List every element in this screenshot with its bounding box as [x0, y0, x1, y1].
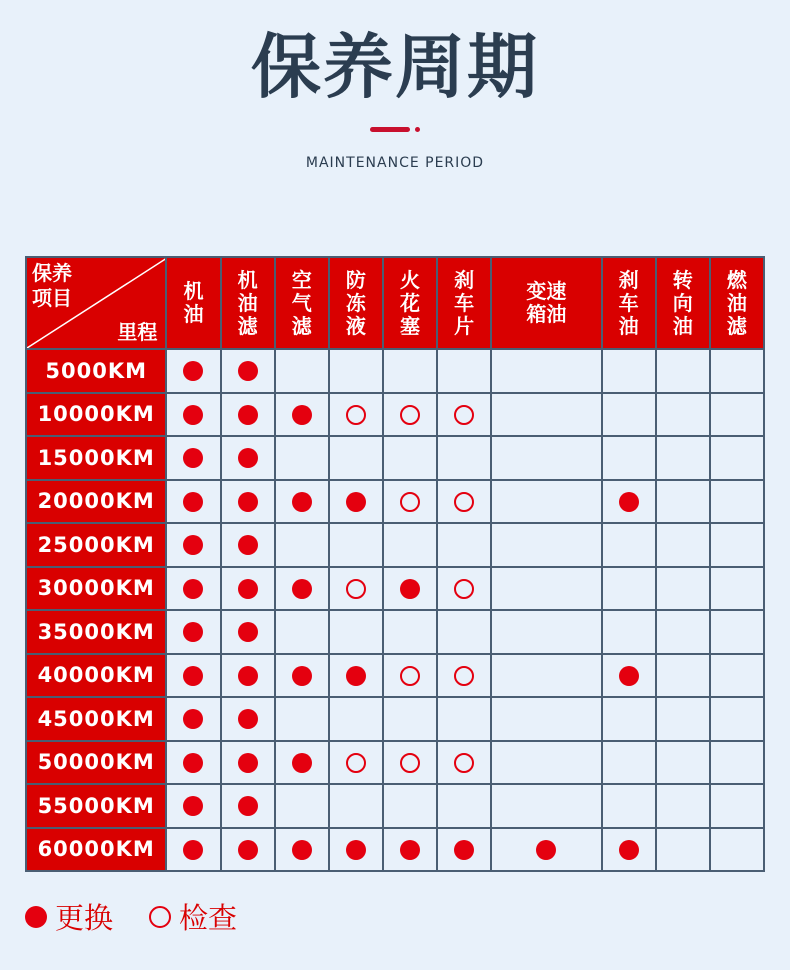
replace-circle-icon — [183, 709, 203, 729]
check-circle-icon — [346, 405, 366, 425]
table-row — [26, 828, 764, 872]
table-cell — [437, 741, 491, 785]
table-cell — [656, 349, 710, 393]
replace-circle-icon — [346, 492, 366, 512]
table-cell — [275, 523, 329, 567]
column-header — [383, 257, 437, 349]
table-cell — [656, 480, 710, 524]
table-cell — [275, 741, 329, 785]
check-circle-icon — [400, 492, 420, 512]
column-header — [329, 257, 383, 349]
table-cell — [329, 567, 383, 611]
mileage-cell: 60000KM — [26, 828, 166, 872]
column-header — [275, 257, 329, 349]
column-header-label: 空气滤 — [291, 267, 312, 338]
replace-circle-icon — [619, 840, 639, 860]
check-circle-icon — [454, 753, 474, 773]
table-cell — [166, 697, 220, 741]
table-body — [26, 349, 764, 871]
table-cell — [221, 393, 275, 437]
replace-circle-icon — [183, 361, 203, 381]
replace-circle-icon — [238, 622, 258, 642]
corner-cell — [26, 257, 166, 349]
replace-circle-icon — [292, 840, 312, 860]
table-cell — [383, 349, 437, 393]
table-cell — [656, 828, 710, 872]
table-cell — [491, 480, 601, 524]
replace-circle-icon — [183, 753, 203, 773]
mileage-cell: 55000KM — [26, 784, 166, 828]
mileage-cell: 15000KM — [26, 436, 166, 480]
table-cell — [166, 784, 220, 828]
table-cell — [166, 480, 220, 524]
column-header — [710, 257, 764, 349]
table-cell — [491, 784, 601, 828]
column-header-label: 刹车片 — [454, 267, 475, 338]
check-circle-icon — [454, 579, 474, 599]
table-cell — [602, 349, 656, 393]
replace-circle-icon — [292, 666, 312, 686]
column-header-label: 转向油 — [672, 267, 693, 338]
check-circle-icon — [454, 666, 474, 686]
corner-label-items: 保养项目 — [32, 261, 72, 310]
table-cell — [602, 741, 656, 785]
legend-check — [149, 896, 237, 937]
table-cell — [329, 480, 383, 524]
replace-circle-icon — [536, 840, 556, 860]
mileage-cell: 25000KM — [26, 523, 166, 567]
replace-circle-icon — [238, 361, 258, 381]
replace-circle-icon — [238, 796, 258, 816]
replace-circle-icon — [238, 840, 258, 860]
title-accent — [370, 127, 420, 132]
column-header — [221, 257, 275, 349]
mileage-cell: 20000KM — [26, 480, 166, 524]
table-cell — [275, 436, 329, 480]
replace-circle-icon — [183, 448, 203, 468]
table-row — [26, 567, 764, 611]
legend-check-label: 检查 — [179, 901, 238, 935]
check-circle-icon — [346, 753, 366, 773]
table-cell — [491, 828, 601, 872]
table-cell — [275, 610, 329, 654]
replace-circle-icon — [183, 405, 203, 425]
table-cell — [656, 567, 710, 611]
table-cell — [383, 436, 437, 480]
table-row — [26, 610, 764, 654]
table-cell — [166, 349, 220, 393]
replace-circle-icon — [238, 666, 258, 686]
table-cell — [275, 349, 329, 393]
replace-circle-icon — [292, 405, 312, 425]
table-cell — [275, 393, 329, 437]
check-circle-icon — [346, 579, 366, 599]
replace-circle-icon — [238, 448, 258, 468]
table-cell — [437, 436, 491, 480]
check-circle-icon — [454, 405, 474, 425]
column-header — [491, 257, 601, 349]
table-cell — [383, 697, 437, 741]
table-row — [26, 654, 764, 698]
table-cell — [602, 828, 656, 872]
replace-circle-icon — [183, 535, 203, 555]
table-row — [26, 436, 764, 480]
table-cell — [710, 567, 764, 611]
table-cell — [329, 436, 383, 480]
table-row — [26, 480, 764, 524]
check-circle-icon — [454, 492, 474, 512]
table-cell — [710, 523, 764, 567]
table-cell — [329, 393, 383, 437]
table-cell — [656, 697, 710, 741]
table-cell — [221, 610, 275, 654]
column-header — [166, 257, 220, 349]
mileage-cell: 50000KM — [26, 741, 166, 785]
check-circle-icon — [400, 405, 420, 425]
table-cell — [166, 654, 220, 698]
table-cell — [221, 436, 275, 480]
table-cell — [491, 567, 601, 611]
table-cell — [491, 610, 601, 654]
table-cell — [166, 828, 220, 872]
replace-circle-icon — [238, 535, 258, 555]
table-cell — [329, 349, 383, 393]
table-cell — [437, 393, 491, 437]
table-cell — [383, 828, 437, 872]
table-cell — [221, 784, 275, 828]
table-cell — [329, 523, 383, 567]
table-cell — [383, 610, 437, 654]
table-cell — [656, 741, 710, 785]
table-row — [26, 784, 764, 828]
table-cell — [383, 393, 437, 437]
table-cell — [329, 741, 383, 785]
table-cell — [166, 436, 220, 480]
replace-circle-icon — [400, 840, 420, 860]
table-cell — [710, 697, 764, 741]
table-cell — [602, 610, 656, 654]
table-cell — [437, 480, 491, 524]
hollow-circle-icon — [149, 906, 171, 928]
table-cell — [710, 741, 764, 785]
table-row — [26, 741, 764, 785]
table-cell — [656, 784, 710, 828]
table-cell — [602, 567, 656, 611]
table-cell — [710, 610, 764, 654]
mileage-cell: 35000KM — [26, 610, 166, 654]
legend — [25, 896, 273, 937]
replace-circle-icon — [292, 753, 312, 773]
table-cell — [491, 697, 601, 741]
table-cell — [710, 480, 764, 524]
table-cell — [221, 349, 275, 393]
table-cell — [383, 741, 437, 785]
table-cell — [275, 567, 329, 611]
table-cell — [602, 436, 656, 480]
replace-circle-icon — [238, 579, 258, 599]
legend-replace — [25, 896, 113, 937]
mileage-cell: 40000KM — [26, 654, 166, 698]
table-cell — [166, 393, 220, 437]
replace-circle-icon — [292, 492, 312, 512]
table-cell — [329, 654, 383, 698]
table-cell — [166, 523, 220, 567]
corner-label-mileage: 里程 — [117, 320, 158, 344]
table-cell — [602, 393, 656, 437]
table-cell — [602, 523, 656, 567]
table-cell — [329, 784, 383, 828]
table-cell — [275, 480, 329, 524]
maintenance-table — [25, 256, 765, 872]
table-cell — [383, 654, 437, 698]
table-cell — [491, 741, 601, 785]
table-row — [26, 349, 764, 393]
table-cell — [275, 828, 329, 872]
table-cell — [437, 567, 491, 611]
check-circle-icon — [400, 753, 420, 773]
table-cell — [437, 654, 491, 698]
table-cell — [491, 523, 601, 567]
page-subtitle: MAINTENANCE PERIOD — [305, 155, 485, 171]
table-row — [26, 697, 764, 741]
table-cell — [491, 654, 601, 698]
replace-circle-icon — [292, 579, 312, 599]
table-cell — [221, 480, 275, 524]
replace-circle-icon — [183, 579, 203, 599]
table-header-row — [26, 257, 764, 349]
table-cell — [166, 741, 220, 785]
column-header — [602, 257, 656, 349]
table-row — [26, 393, 764, 437]
table-cell — [221, 828, 275, 872]
table-cell — [656, 654, 710, 698]
replace-circle-icon — [346, 840, 366, 860]
table-cell — [602, 480, 656, 524]
table-cell — [710, 436, 764, 480]
table-cell — [275, 784, 329, 828]
table-cell — [602, 784, 656, 828]
column-header-label: 机油 — [183, 279, 204, 326]
replace-circle-icon — [619, 492, 639, 512]
table-cell — [437, 828, 491, 872]
table-cell — [221, 523, 275, 567]
table-cell — [710, 393, 764, 437]
table-cell — [437, 349, 491, 393]
table-cell — [602, 654, 656, 698]
check-circle-icon — [400, 666, 420, 686]
filled-circle-icon — [25, 906, 47, 928]
table-cell — [221, 741, 275, 785]
table-cell — [221, 567, 275, 611]
accent-dot — [415, 127, 420, 132]
mileage-cell: 45000KM — [26, 697, 166, 741]
table-cell — [437, 523, 491, 567]
table-cell — [491, 393, 601, 437]
replace-circle-icon — [183, 796, 203, 816]
table-cell — [491, 349, 601, 393]
accent-bar — [370, 127, 410, 132]
replace-circle-icon — [619, 666, 639, 686]
mileage-cell: 30000KM — [26, 567, 166, 611]
table-cell — [656, 393, 710, 437]
table-cell — [602, 697, 656, 741]
table-cell — [275, 654, 329, 698]
table-cell — [710, 784, 764, 828]
table-cell — [329, 828, 383, 872]
table-cell — [329, 610, 383, 654]
table-cell — [221, 654, 275, 698]
table-cell — [383, 784, 437, 828]
table-cell — [275, 697, 329, 741]
table-cell — [710, 654, 764, 698]
replace-circle-icon — [400, 579, 420, 599]
mileage-cell: 5000KM — [26, 349, 166, 393]
column-header-label: 机油滤 — [237, 267, 258, 338]
table-cell — [221, 697, 275, 741]
mileage-cell: 10000KM — [26, 393, 166, 437]
replace-circle-icon — [346, 666, 366, 686]
column-header-label: 变速箱油 — [526, 279, 567, 326]
table-cell — [656, 610, 710, 654]
replace-circle-icon — [238, 405, 258, 425]
table-cell — [437, 610, 491, 654]
table-cell — [710, 349, 764, 393]
replace-circle-icon — [183, 840, 203, 860]
column-header-label: 防冻液 — [345, 267, 366, 338]
column-header-label: 火花塞 — [400, 267, 420, 338]
table-cell — [656, 523, 710, 567]
replace-circle-icon — [454, 840, 474, 860]
replace-circle-icon — [238, 492, 258, 512]
table-cell — [383, 480, 437, 524]
column-header-label: 燃油滤 — [726, 267, 747, 338]
table-cell — [383, 523, 437, 567]
table-cell — [437, 784, 491, 828]
replace-circle-icon — [183, 666, 203, 686]
table-cell — [329, 697, 383, 741]
table-row — [26, 523, 764, 567]
replace-circle-icon — [183, 622, 203, 642]
replace-circle-icon — [183, 492, 203, 512]
table-cell — [656, 436, 710, 480]
table-cell — [166, 610, 220, 654]
table-cell — [166, 567, 220, 611]
table-cell — [437, 697, 491, 741]
legend-replace-label: 更换 — [55, 901, 114, 935]
page-title: 保养周期 — [251, 26, 539, 108]
column-header-label: 刹车油 — [618, 267, 639, 338]
table-cell — [710, 828, 764, 872]
table-cell — [491, 436, 601, 480]
replace-circle-icon — [238, 753, 258, 773]
table-cell — [383, 567, 437, 611]
column-header — [656, 257, 710, 349]
replace-circle-icon — [238, 709, 258, 729]
column-header — [437, 257, 491, 349]
